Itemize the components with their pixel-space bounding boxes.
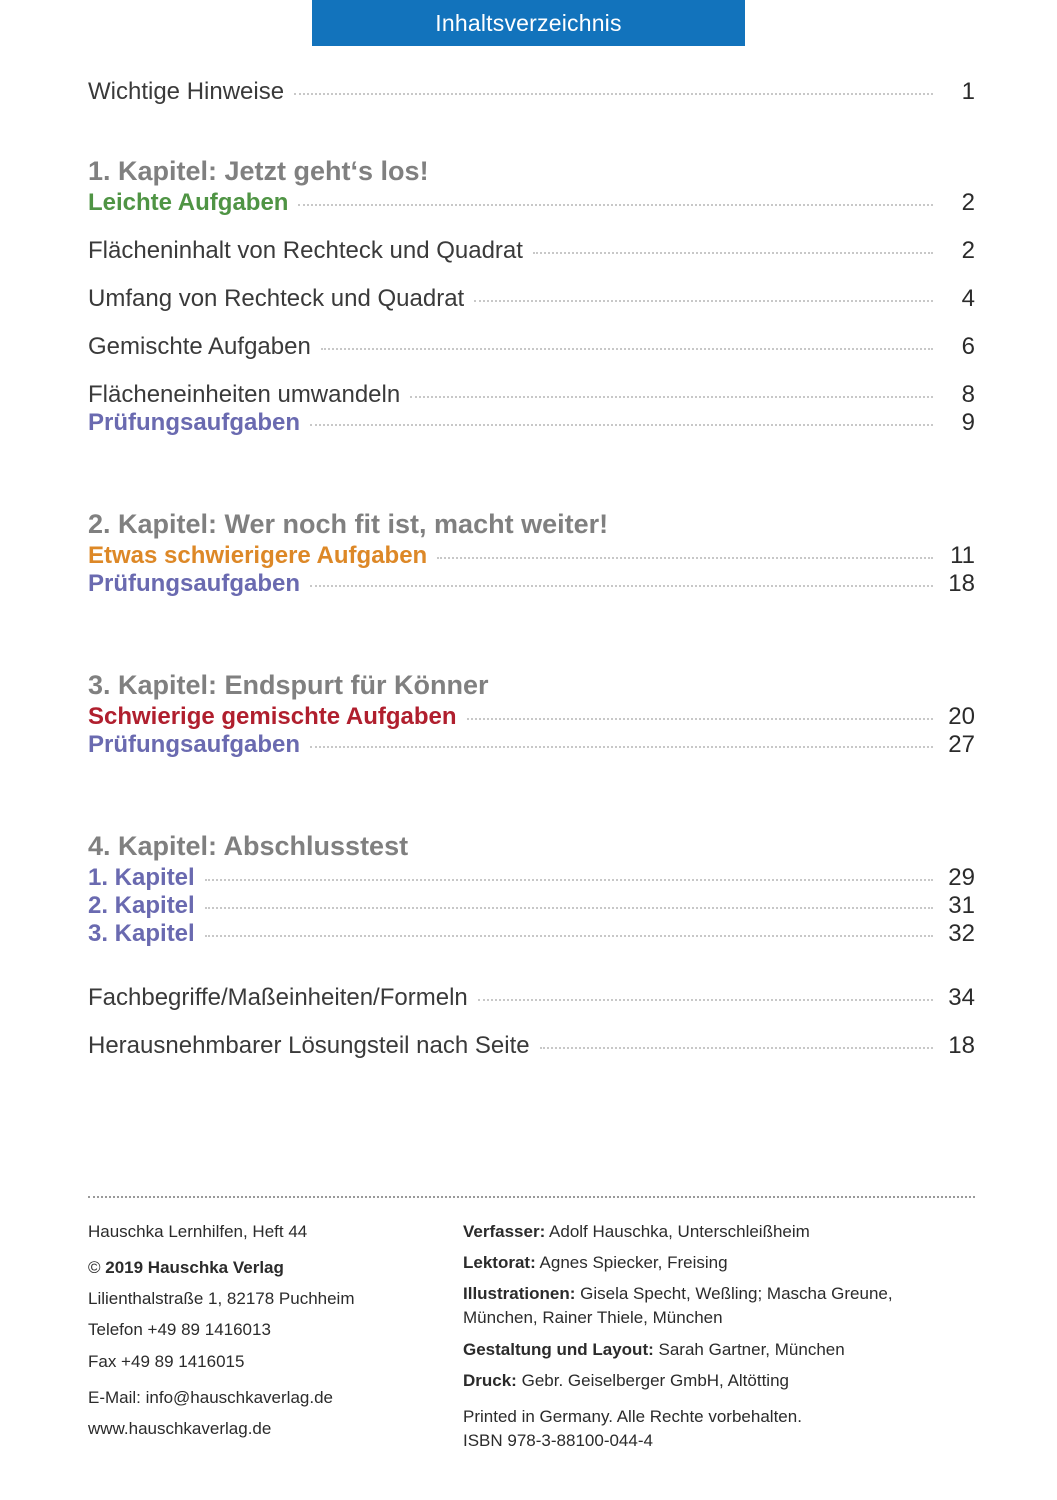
print-label: Druck: [463,1370,517,1390]
editor-label: Lektorat: [463,1253,536,1273]
toc-entry-label: Etwas schwierigere Aufgaben [88,542,428,569]
footer-left-column [88,1220,463,1453]
print-value: Gebr. Geiselberger GmbH, Altötting [521,1370,789,1390]
toc-entry-loesungsteil[interactable] [88,1032,975,1060]
toc-entry-page: 6 [961,333,975,360]
toc-entry-page: 32 [948,920,975,947]
toc-entry-schwierige-gemischte-aufgaben[interactable] [88,703,975,731]
header-banner-row [0,0,1057,46]
toc-entry-page: 18 [948,570,975,597]
toc-entry-abschlusstest-kapitel-2[interactable] [88,892,975,920]
toc-entry-page: 31 [948,892,975,919]
copyright-text: 2019 Hauschka Verlag [105,1258,284,1278]
toc-entry-label: Prüfungsaufgaben [88,570,301,597]
page-title-banner [312,0,745,46]
toc-entry-page: 1 [961,78,975,105]
address-line: Lilienthalstraße 1, 82178 Puchheim [88,1289,355,1309]
toc-entry-pruefungsaufgaben-3[interactable] [88,731,975,759]
series-line: Hauschka Lernhilfen, Heft 44 [88,1222,308,1241]
toc-entry-abschlusstest-kapitel-1[interactable] [88,864,975,892]
page-title: Inhaltsverzeichnis [435,9,622,36]
isbn-line: ISBN 978-3-88100-044-4 [463,1430,653,1450]
author-value: Adolf Hauschka, Unterschleißheim [549,1222,810,1241]
dot-leader [410,395,933,398]
toc-entry-leichte-aufgaben[interactable] [88,189,975,217]
toc-entry-pruefungsaufgaben-2[interactable] [88,570,975,598]
editor-value: Agnes Spiecker, Freising [539,1253,728,1273]
website-line[interactable]: www.hauschkaverlag.de [88,1418,272,1438]
layout-label: Gestaltung und Layout: [463,1339,654,1359]
dot-leader [205,878,933,881]
footer-columns [88,1220,975,1453]
toc-entry-fachbegriffe[interactable] [88,984,975,1012]
illustrations-label: Illustrationen: [463,1284,576,1304]
toc-entry-page: 11 [950,542,975,569]
author-label: Verfasser: [463,1222,546,1241]
toc-entry-label: Leichte Aufgaben [88,189,289,216]
dot-leader [298,203,933,206]
toc-entry-label: Fachbegriffe/Maßeinheiten/Formeln [88,984,468,1011]
fax-line: Fax +49 89 1416015 [88,1351,245,1371]
dot-leader [294,92,933,95]
toc-entry-wichtige-hinweise[interactable] [88,78,975,106]
toc-entry-page: 9 [961,409,975,436]
print-line [463,1369,975,1393]
dot-leader [540,1046,933,1049]
toc-entry-label: Gemischte Aufgaben [88,333,311,360]
chapter-heading-3: 3. Kapitel: Endspurt für Könner [88,670,489,700]
dot-leader [310,423,933,426]
printed-in-line: Printed in Germany. Alle Rechte vorbehalten. [463,1406,802,1426]
toc-entry-abschlusstest-kapitel-3[interactable] [88,920,975,948]
dot-leader [474,299,933,302]
toc-entry-gemischte-aufgaben[interactable] [88,333,975,361]
chapter-heading-1: 1. Kapitel: Jetzt geht‘s los! [88,156,429,186]
toc-entry-page: 34 [948,984,975,1011]
toc-entry-label: Herausnehmbarer Lösungsteil nach Seite [88,1032,530,1059]
toc-entry-flaecheninhalt[interactable] [88,237,975,265]
dot-leader [437,556,933,559]
copyright-line [88,1256,463,1280]
toc-entry-label: Flächeneinheiten umwandeln [88,381,401,408]
email-line[interactable]: E-Mail: info@hauschkaverlag.de [88,1387,333,1407]
toc-entry-umfang[interactable] [88,285,975,313]
toc-entry-label: Wichtige Hinweise [88,78,285,105]
illustrations-value: Gisela Specht, Weßling; Mascha Greune, [580,1284,893,1304]
dot-leader [321,347,933,350]
copyright-icon: © [88,1258,101,1278]
imprint-footer [88,1196,975,1453]
layout-value: Sarah Gartner, München [658,1339,845,1359]
author-line [463,1220,975,1244]
toc-entry-page: 4 [961,285,975,312]
toc-entry-label: Flächeninhalt von Rechteck und Quadrat [88,237,523,264]
toc-entry-page: 2 [961,189,975,216]
footer-right-column [463,1220,975,1453]
toc-entry-page: 20 [948,703,975,730]
footer-divider [88,1196,975,1198]
phone-line: Telefon +49 89 1416013 [88,1320,271,1340]
layout-line [463,1338,975,1362]
toc-entry-etwas-schwierigere-aufgaben[interactable] [88,542,975,570]
chapter-heading-2: 2. Kapitel: Wer noch fit ist, macht weiter! [88,509,609,539]
dot-leader [467,717,933,720]
dot-leader [533,251,933,254]
toc-entry-label: Umfang von Rechteck und Quadrat [88,285,465,312]
toc-entry-pruefungsaufgaben-1[interactable] [88,409,975,437]
toc-entry-flaecheneinheiten[interactable] [88,381,975,409]
dot-leader [205,934,933,937]
toc-entry-label: Prüfungsaufgaben [88,409,301,436]
toc-entry-page: 8 [961,381,975,408]
toc-entry-page: 2 [961,237,975,264]
dot-leader [310,584,933,587]
editor-line [463,1251,975,1275]
toc-entry-label: 1. Kapitel [88,864,195,891]
dot-leader [310,745,933,748]
toc-entry-label: 2. Kapitel [88,892,195,919]
toc-entry-label: Schwierige gemischte Aufgaben [88,703,457,730]
toc-entry-label: Prüfungsaufgaben [88,731,301,758]
toc-entry-page: 29 [948,864,975,891]
toc-entry-label: 3. Kapitel [88,920,195,947]
dot-leader [478,998,933,1001]
illustrations-line [463,1282,975,1306]
illustrations-line-2: München, Rainer Thiele, München [463,1308,723,1328]
toc-entry-page: 27 [948,731,975,758]
dot-leader [205,906,933,909]
chapter-heading-4: 4. Kapitel: Abschlusstest [88,831,409,861]
toc-entry-page: 18 [948,1032,975,1059]
toc-content [0,78,1057,1060]
